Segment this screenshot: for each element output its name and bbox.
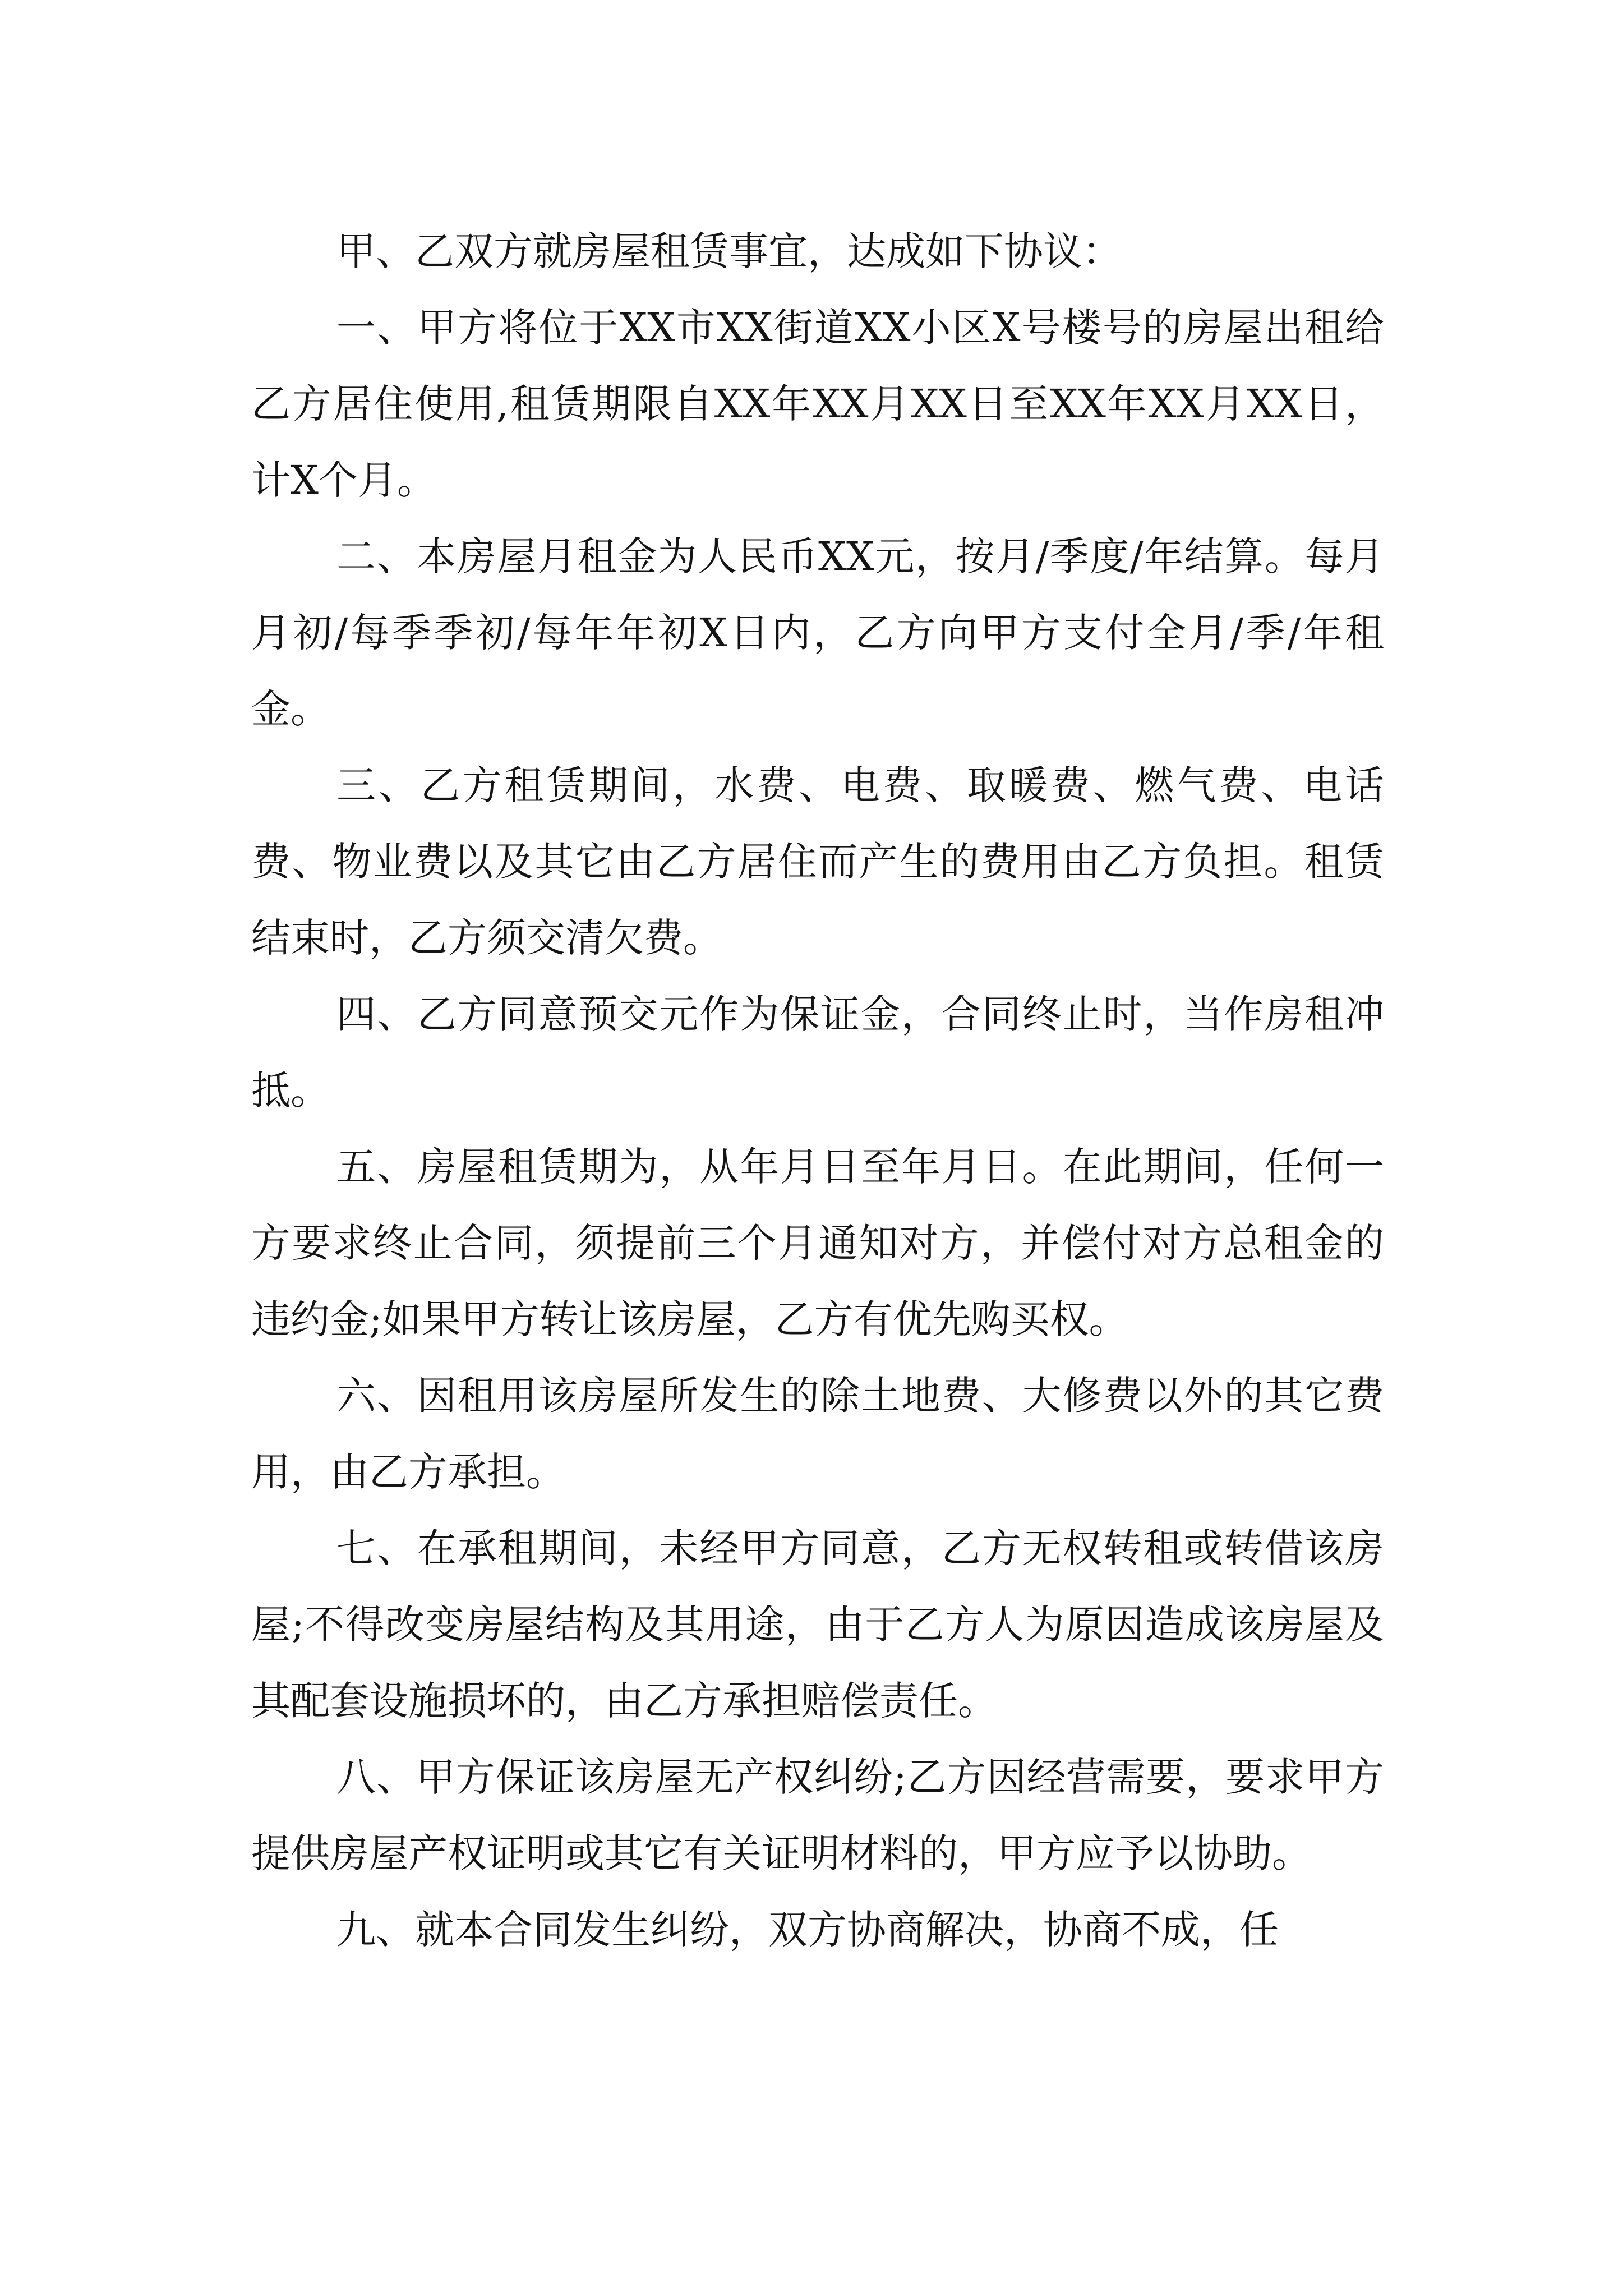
paragraph-clause-3: 三、乙方租赁期间，水费、电费、取暖费、燃气费、电话费、物业费以及其它由乙方居住而产生的费用由乙方负担。租赁结束时，乙方须交清欠费。 xyxy=(251,762,1384,961)
paragraph-intro: 甲、乙双方就房屋租赁事宜，达成如下协议： xyxy=(336,228,1122,274)
paragraph-clause-2: 二、本房屋月租金为人民币XX元，按月/季度/年结算。每月月初/每季季初/每年年初X日内，乙方向甲方支付全月/季/年租金。 xyxy=(251,533,1384,732)
paragraph-clause-4: 四、乙方同意预交元作为保证金，合同终止时，当作房租冲抵。 xyxy=(251,991,1384,1114)
paragraph-clause-5: 五、房屋租赁期为，从年月日至年月日。在此期间，任何一方要求终止合同，须提前三个月通知对方，并偿付对方总租金的违约金;如果甲方转让该房屋，乙方有优先购买权。 xyxy=(251,1144,1384,1342)
paragraph-clause-6: 六、因租用该房屋所发生的除土地费、大修费以外的其它费用，由乙方承担。 xyxy=(251,1373,1384,1495)
paragraph-clause-7: 七、在承租期间，未经甲方同意，乙方无权转租或转借该房屋;不得改变房屋结构及其用途，由于乙方人为原因造成该房屋及其配套设施损坏的，由乙方承担赔偿责任。 xyxy=(251,1525,1384,1724)
paragraph-clause-9: 九、就本合同发生纠纷，双方协商解决，协商不成，任 xyxy=(336,1907,1279,1953)
document-body xyxy=(251,213,1384,1968)
paragraph-clause-8: 八、甲方保证该房屋无产权纠纷;乙方因经营需要，要求甲方提供房屋产权证明或其它有关证明材料的，甲方应予以协助。 xyxy=(251,1754,1384,1876)
paragraph-clause-1: 一、甲方将位于XX市XX街道XX小区X号楼号的房屋出租给乙方居住使用,租赁期限自XX年XX月XX日至XX年XX月XX日，计X个月。 xyxy=(251,305,1384,503)
